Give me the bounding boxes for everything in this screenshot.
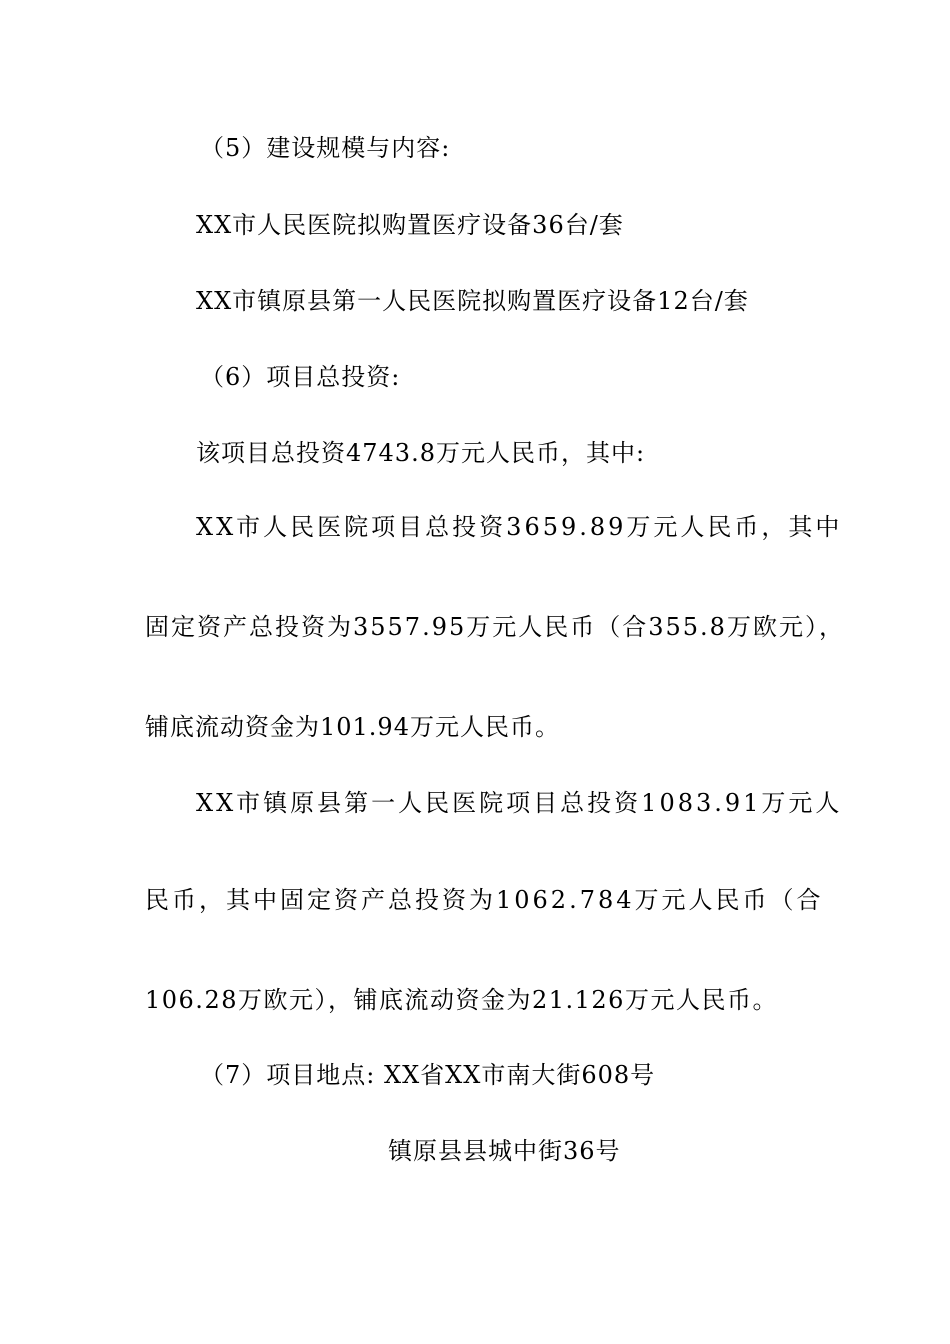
section-heading-total-investment: （6）项目总投资: [200, 363, 401, 391]
section-heading-construction-scale: （5）建设规模与内容: [200, 134, 451, 162]
paragraph-line: 镇原县县城中街36号 [388, 1137, 621, 1165]
paragraph-line: 固定资产总投资为3557.95万元人民币（合355.8万欧元）， [145, 613, 845, 641]
paragraph-line: XX市镇原县第一人民医院项目总投资1083.91万元人 [196, 789, 843, 817]
paragraph-line: XX市镇原县第一人民医院拟购置医疗设备12台/套 [196, 287, 749, 315]
paragraph-line: 该项目总投资4743.8万元人民币，其中: [196, 439, 646, 467]
paragraph-line: 铺底流动资金为101.94万元人民币。 [145, 713, 560, 741]
paragraph-line: XX市人民医院项目总投资3659.89万元人民币，其中 [196, 513, 843, 541]
section-heading-project-location: （7）项目地点: XX省XX市南大街608号 [200, 1061, 656, 1089]
paragraph-line: 106.28万欧元），铺底流动资金为21.126万元人民币。 [145, 986, 778, 1014]
paragraph-line: 民币，其中固定资产总投资为1062.784万元人民币（合 [145, 886, 824, 914]
paragraph-line: XX市人民医院拟购置医疗设备36台/套 [196, 211, 624, 239]
